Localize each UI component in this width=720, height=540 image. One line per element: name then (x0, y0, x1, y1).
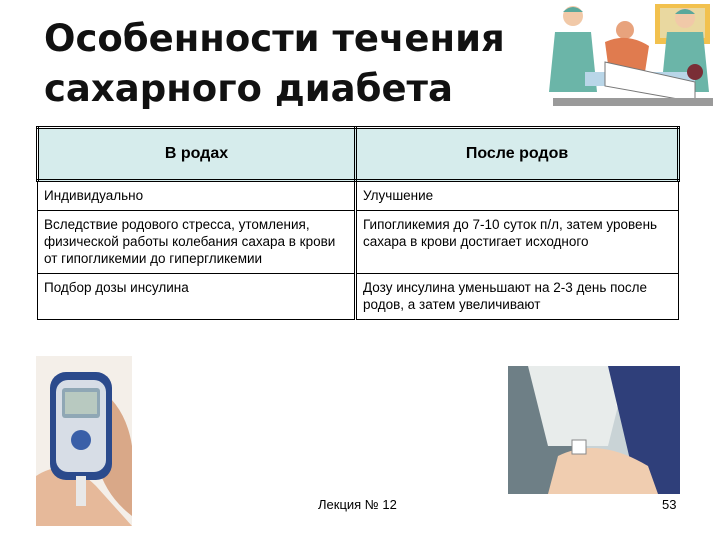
table-cell: Подбор дозы инсулина (38, 274, 356, 320)
table-row (38, 274, 679, 320)
delivery-room-clipart (545, 2, 715, 110)
footer-lecture: Лекция № 12 (318, 497, 397, 512)
page-number: 53 (662, 497, 677, 512)
title-line-2: сахарного диабета (44, 67, 453, 110)
header-after-labor: После родов (356, 128, 679, 181)
table-cell: Улучшение (356, 181, 679, 211)
slide-title (44, 14, 534, 114)
glucometer-photo (36, 356, 132, 526)
insulin-pen-photo (508, 366, 680, 494)
table-row (38, 211, 679, 274)
table-cell: Индивидуально (38, 181, 356, 211)
table-row (38, 181, 679, 211)
title-line-1: Особенности течения (44, 17, 505, 60)
diabetes-comparison-table (36, 126, 680, 320)
header-during-labor: В родах (38, 128, 356, 181)
table-cell: Гипогликемия до 7-10 суток п/л, затем уровень сахара в крови достигает исходного (356, 211, 679, 274)
table-cell: Дозу инсулина уменьшают на 2-3 день после родов, а затем увеличивают (356, 274, 679, 320)
table-cell: Вследствие родового стресса, утомления, физической работы колебания сахара в крови от гипогликемии до гипергликемии (38, 211, 356, 274)
table-header-row (38, 128, 679, 181)
